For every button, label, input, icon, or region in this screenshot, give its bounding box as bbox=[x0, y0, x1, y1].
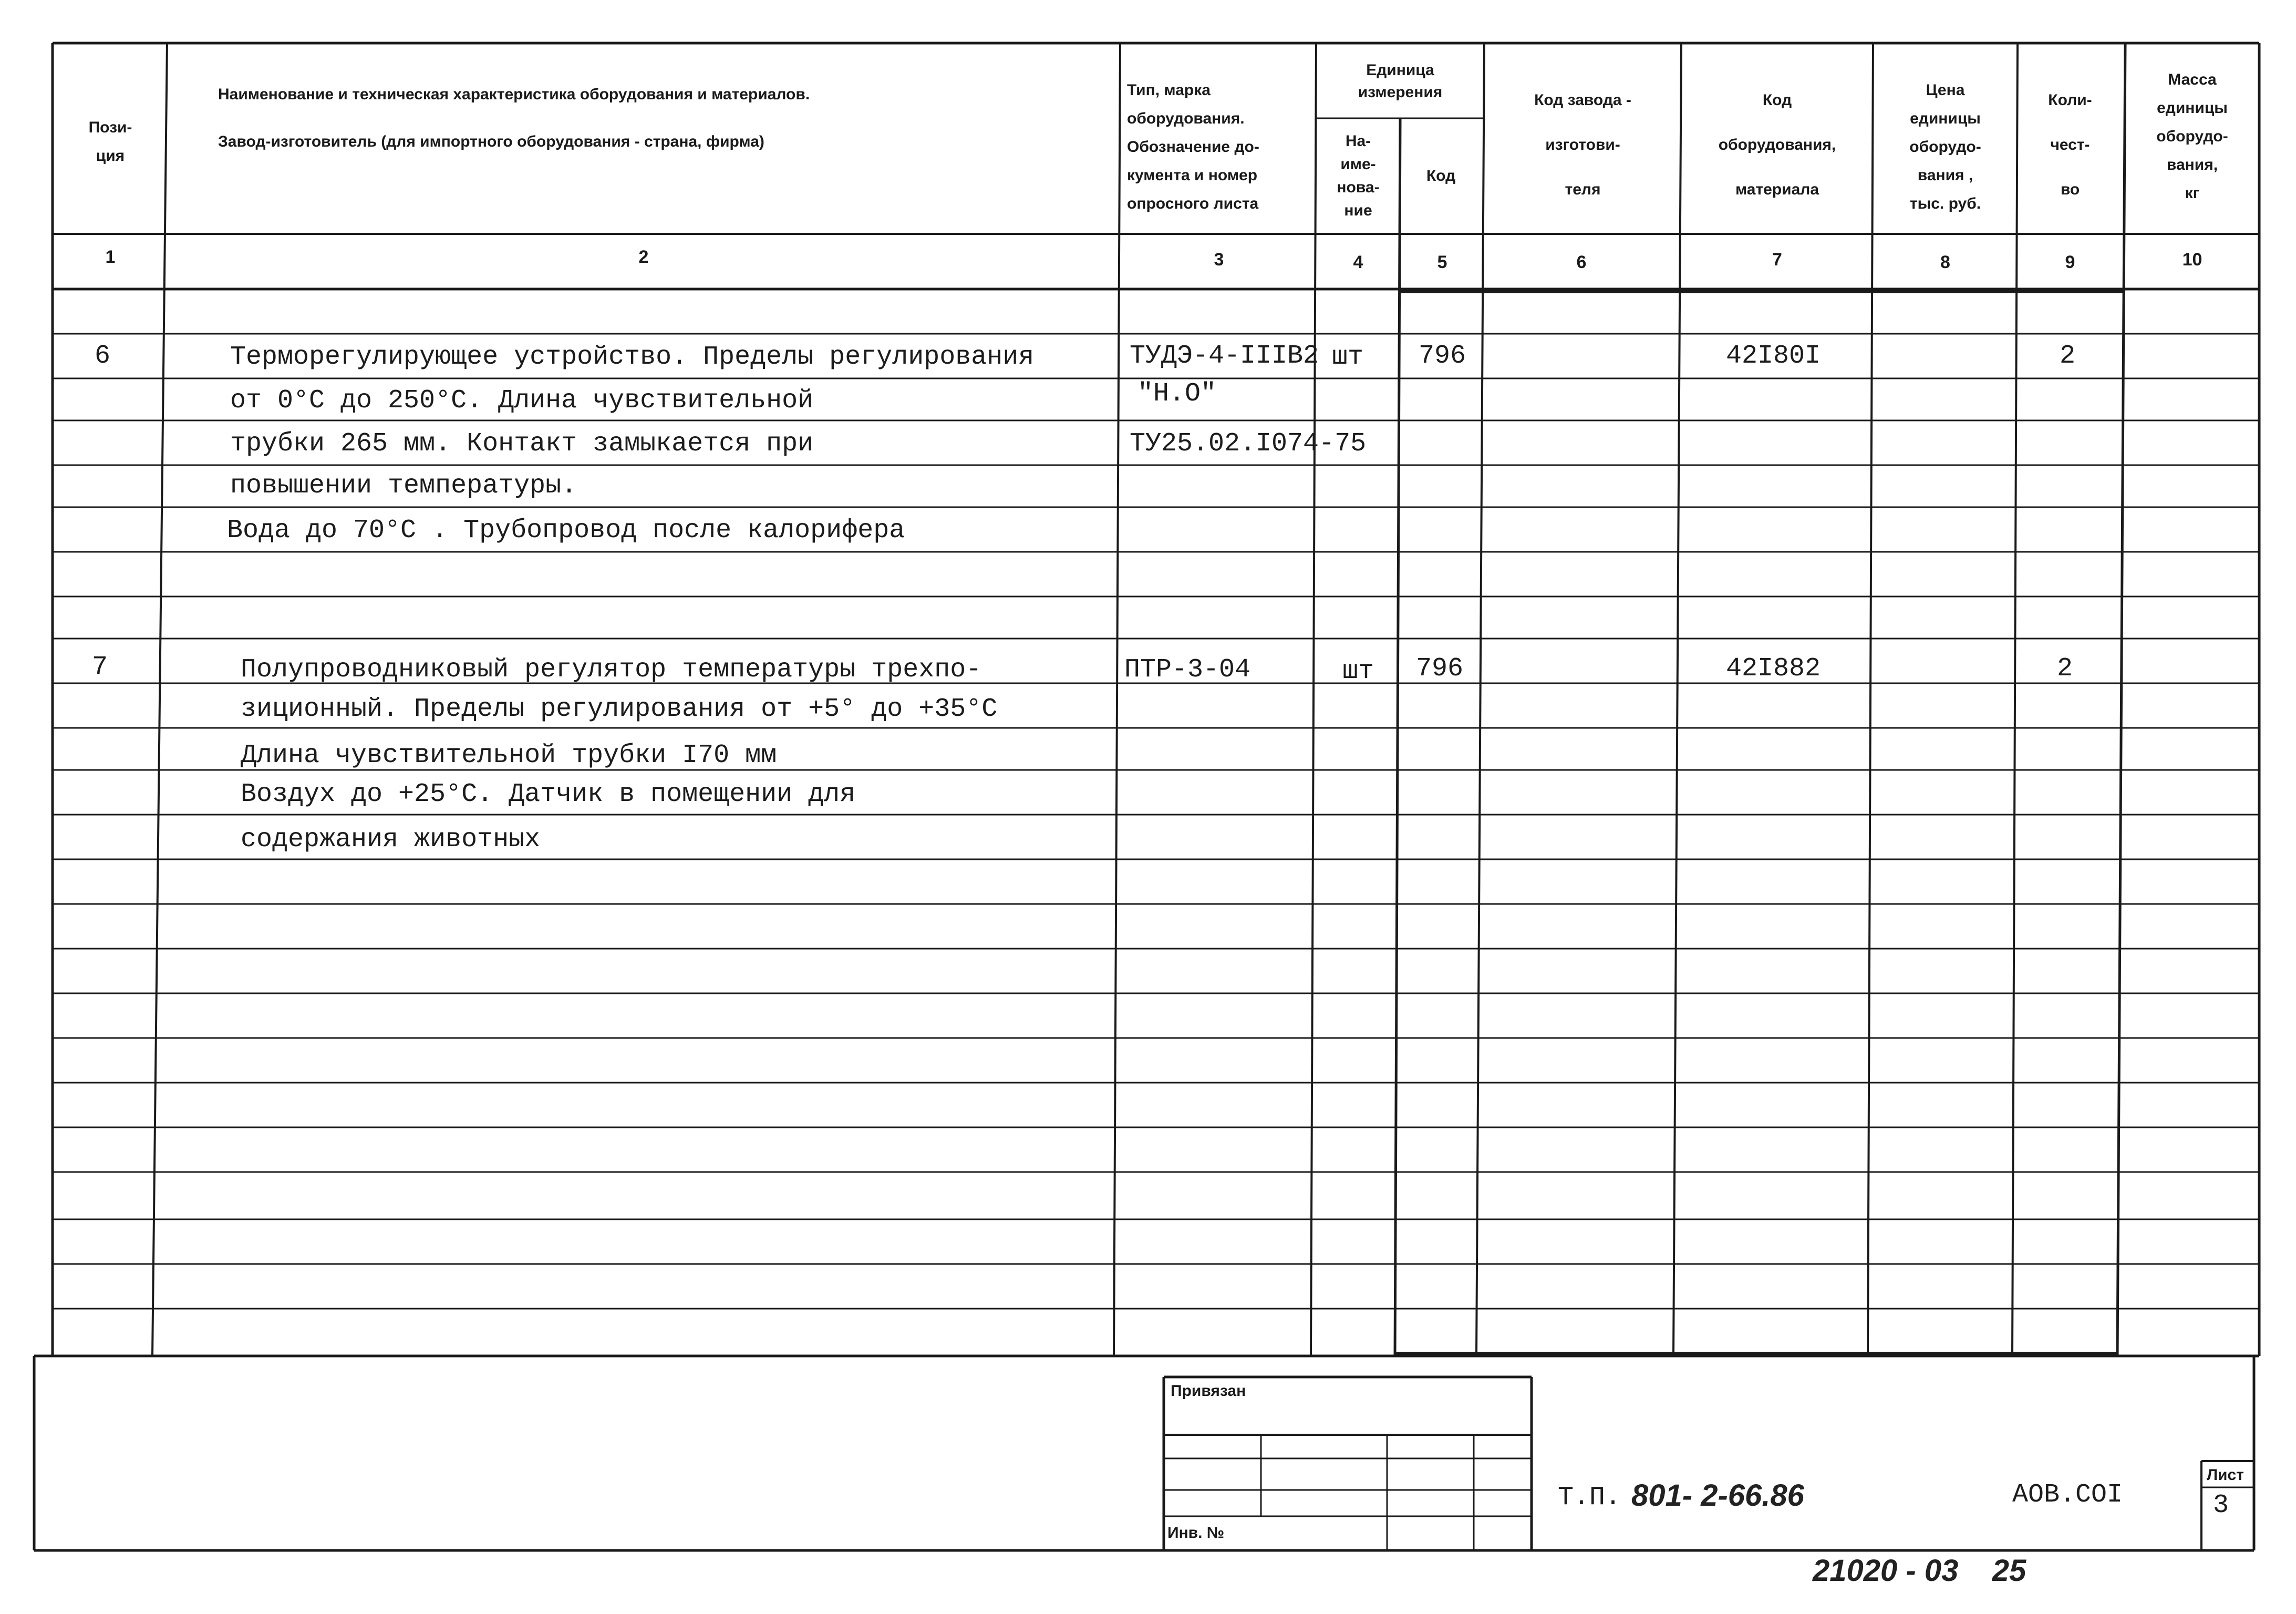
header-text: измерения bbox=[1358, 84, 1443, 101]
entry-description-line: содержания животных bbox=[241, 825, 541, 855]
header-text: оборудо- bbox=[1909, 138, 1981, 156]
entry-description-line: Воздух до +25°C. Датчик в помещении для bbox=[241, 779, 856, 809]
sheet-number: 3 bbox=[2213, 1490, 2229, 1520]
entry-description-line: Терморегулирующее устройство. Пределы регулирования bbox=[230, 342, 1035, 372]
header-type bbox=[1127, 63, 1316, 231]
entry-type: ПТР-3-04 bbox=[1124, 655, 1251, 685]
header-text: Тип, марка bbox=[1127, 81, 1211, 99]
header-text: изготови- bbox=[1545, 136, 1620, 153]
header-text: опросного листа bbox=[1127, 195, 1259, 212]
entry-type: ТУ25.02.I074-75 bbox=[1130, 429, 1367, 459]
entry-description-line: Вода до 70°C . Трубопровод после калорифера bbox=[227, 516, 905, 546]
header-text: тыс. руб. bbox=[1909, 195, 1981, 212]
entry-quantity: 2 bbox=[2060, 341, 2076, 371]
entry-position: 7 bbox=[92, 652, 108, 682]
entry-description-line: Длина чувствительной трубки I70 мм bbox=[241, 741, 777, 770]
header-text: Завод-изготовитель (для импортного оборудования - страна, фирма) bbox=[218, 133, 764, 150]
entry-unit-code: 796 bbox=[1419, 341, 1466, 371]
header-text: Код bbox=[1762, 91, 1792, 109]
entry-unit-name: шт bbox=[1332, 342, 1364, 372]
column-number: 1 bbox=[105, 247, 116, 267]
header-text: Наименование и техническая характеристика оборудования и материалов. bbox=[218, 86, 810, 103]
header-text: нова- bbox=[1337, 179, 1380, 196]
column-number: 8 bbox=[1940, 252, 1950, 272]
doc-code: АОВ.СОI bbox=[2012, 1480, 2123, 1510]
entry-type: "Н.О" bbox=[1137, 379, 1217, 409]
header-text: Пози- bbox=[88, 119, 132, 136]
entry-unit-code: 796 bbox=[1416, 654, 1464, 684]
entry-description-line: Полупроводниковый регулятор температуры трехпо- bbox=[241, 655, 982, 685]
entry-position: 6 bbox=[95, 341, 111, 371]
header-text: вания , bbox=[1917, 167, 1973, 184]
header-mass bbox=[2125, 58, 2259, 215]
header-text: во bbox=[2060, 180, 2080, 198]
column-number: 4 bbox=[1353, 252, 1363, 272]
header-text: Коли- bbox=[2048, 91, 2092, 109]
column-number: 3 bbox=[1214, 250, 1224, 270]
header-text: Код bbox=[1426, 167, 1456, 184]
column-number: 5 bbox=[1437, 252, 1447, 272]
column-number: 9 bbox=[2065, 252, 2075, 272]
entry-equipment-code: 42I882 bbox=[1726, 654, 1821, 684]
header-text: Код завода - bbox=[1534, 91, 1631, 109]
column-number: 2 bbox=[638, 247, 649, 267]
header-factory-code bbox=[1487, 74, 1679, 215]
header-text: оборудо- bbox=[2156, 128, 2228, 145]
header-name bbox=[218, 79, 1111, 158]
column-number: 6 bbox=[1576, 252, 1587, 272]
entry-equipment-code: 42I80I bbox=[1726, 341, 1821, 371]
header-text: единицы bbox=[1910, 110, 1981, 127]
header-text: чест- bbox=[2050, 136, 2090, 153]
header-unit-name bbox=[1316, 124, 1400, 229]
entry-description-line: от 0°C до 250°C. Длина чувствительной bbox=[230, 386, 814, 416]
header-text: единицы bbox=[2157, 99, 2228, 117]
entry-unit-name: шт bbox=[1342, 656, 1374, 686]
header-text: кумента и номер bbox=[1127, 167, 1258, 184]
header-text: Цена bbox=[1926, 81, 1965, 99]
header-text: кг bbox=[2185, 184, 2200, 202]
header-text: теля bbox=[1565, 180, 1601, 198]
sheet-label: Лист bbox=[2207, 1466, 2244, 1484]
header-text: Масса bbox=[2168, 71, 2217, 88]
entry-type: ТУДЭ-4-IIIВ2 bbox=[1130, 341, 1319, 371]
doc-number: 801- 2-66.86 bbox=[1631, 1478, 1804, 1513]
bound-label: Привязан bbox=[1171, 1382, 1246, 1400]
header-text: ние bbox=[1344, 202, 1372, 219]
entry-description-line: повышении температуры. bbox=[230, 471, 577, 501]
header-unit-code bbox=[1400, 124, 1482, 229]
header-text: Обозначение до- bbox=[1127, 138, 1259, 156]
header-position bbox=[58, 74, 163, 210]
inventory-label: Инв. № bbox=[1167, 1524, 1225, 1541]
header-text: ция bbox=[96, 147, 125, 165]
column-number: 10 bbox=[2182, 250, 2202, 270]
header-unit-group bbox=[1316, 50, 1484, 113]
header-text: вания, bbox=[2166, 156, 2218, 173]
header-quantity bbox=[2018, 74, 2123, 215]
header-text: На- bbox=[1345, 132, 1371, 150]
entry-description-line: трубки 265 мм. Контакт замыкается при bbox=[230, 429, 814, 459]
entry-description-line: зиционный. Пределы регулирования от +5° до +35°C bbox=[241, 694, 998, 724]
header-equipment-code bbox=[1681, 74, 1873, 215]
header-price bbox=[1873, 68, 2018, 226]
doc-prefix: Т.П. bbox=[1558, 1483, 1621, 1513]
header-text: оборудования. bbox=[1127, 110, 1245, 127]
column-number: 7 bbox=[1772, 250, 1782, 270]
header-text: оборудования, bbox=[1718, 136, 1836, 153]
entry-quantity: 2 bbox=[2057, 654, 2073, 684]
footer-note: 21020 - 03 25 bbox=[1813, 1554, 2026, 1588]
header-text: материала bbox=[1735, 180, 1819, 198]
header-text: име- bbox=[1340, 156, 1376, 173]
header-text: Единица bbox=[1366, 61, 1434, 79]
